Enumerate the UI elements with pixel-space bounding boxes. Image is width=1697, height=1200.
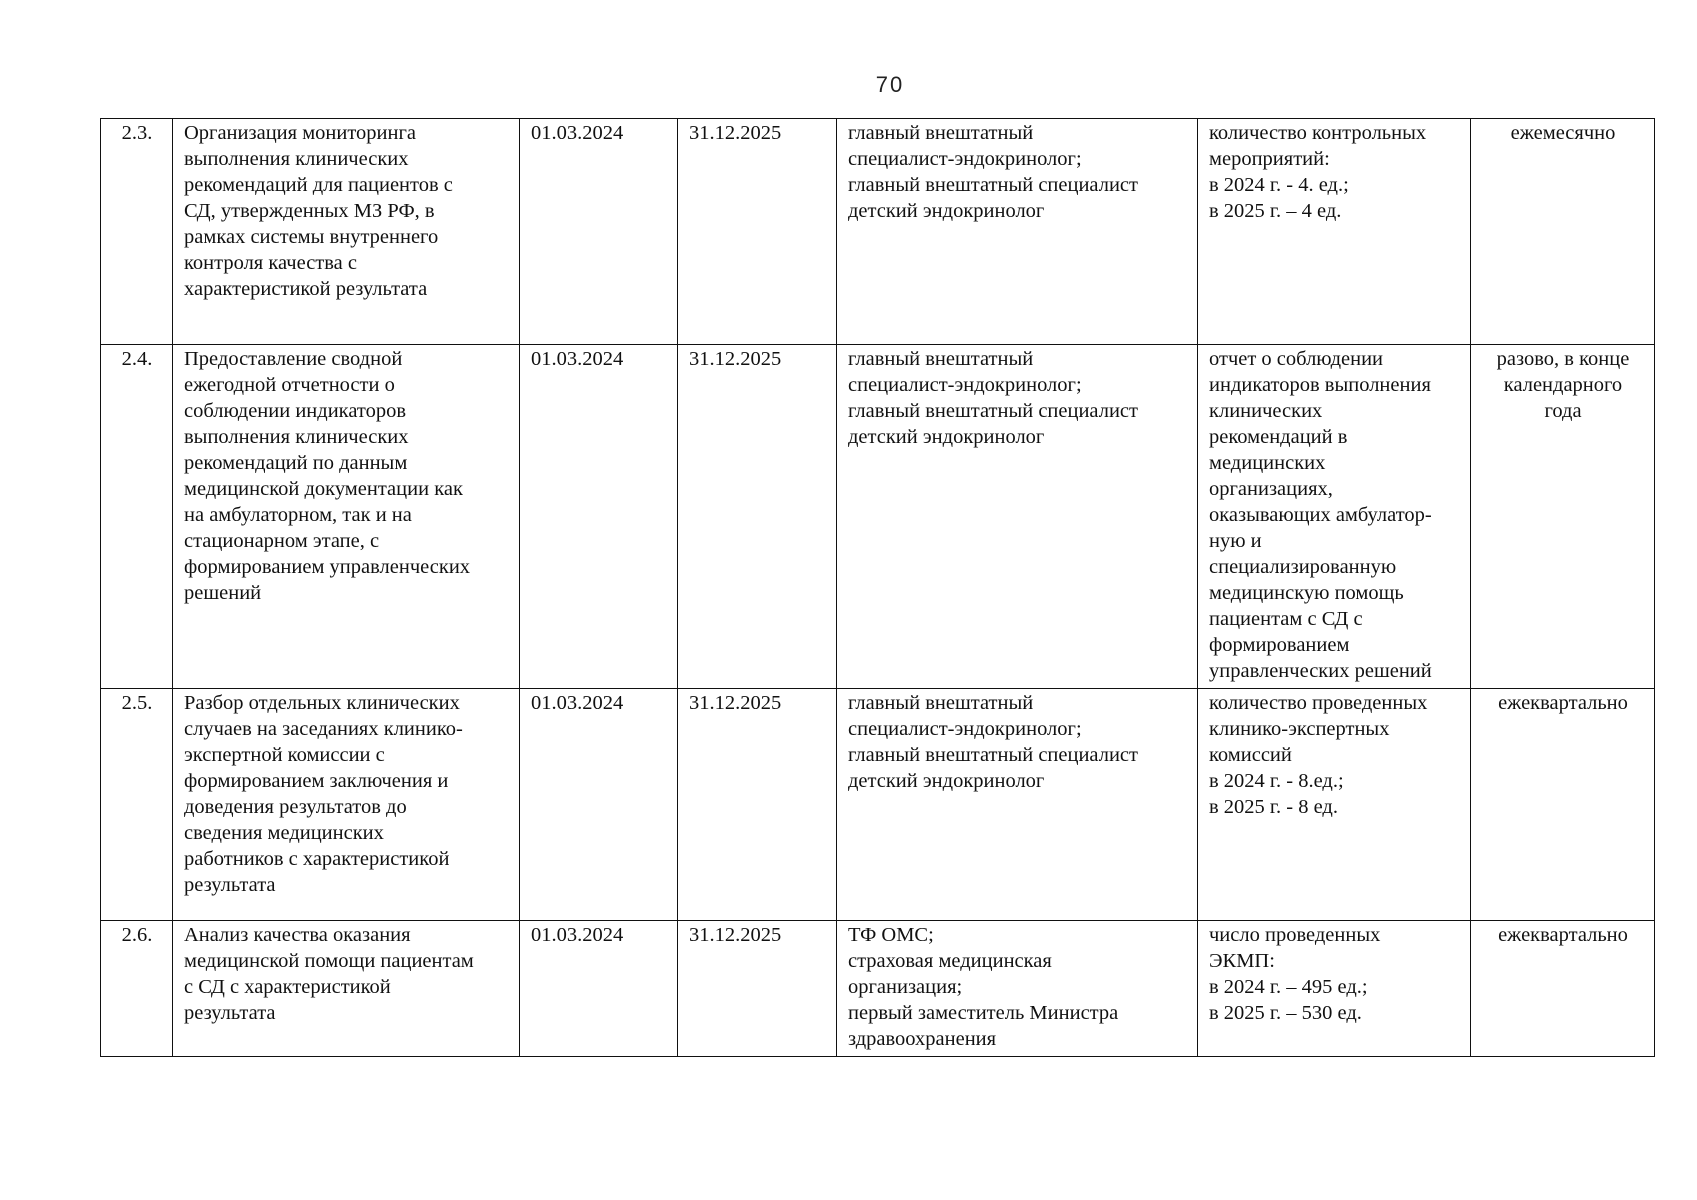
cell-line: в 2025 г. – 4 ед. bbox=[1209, 200, 1342, 222]
table-row bbox=[101, 345, 1655, 689]
cell-line: клинико-экспертных bbox=[1209, 718, 1390, 740]
start-date-cell: 01.03.2024 bbox=[520, 119, 678, 345]
cell-line: клинических bbox=[1209, 400, 1323, 422]
cell-line: организация; bbox=[848, 976, 963, 998]
cell-line: медицинских bbox=[1209, 452, 1326, 474]
responsible-cell bbox=[837, 345, 1198, 689]
cell-line: в 2024 г. – 495 ед.; bbox=[1209, 976, 1368, 998]
cell-line: года bbox=[1544, 400, 1582, 422]
table-row bbox=[101, 689, 1655, 921]
table-row bbox=[101, 921, 1655, 1057]
cell-line: в 2025 г. - 8 ед. bbox=[1209, 796, 1338, 818]
periodicity-cell bbox=[1471, 689, 1655, 921]
cell-line: специалист-эндокринолог; bbox=[848, 718, 1082, 740]
cell-line: СД, утвержденных МЗ РФ, в bbox=[184, 200, 435, 222]
cell-line: результата bbox=[184, 1002, 276, 1024]
cell-line: ежегодной отчетности о bbox=[184, 374, 395, 396]
cell-line: специалист-эндокринолог; bbox=[848, 148, 1082, 170]
row-number-cell: 2.3. bbox=[101, 119, 173, 345]
result-cell bbox=[1198, 921, 1471, 1057]
cell-line: экспертной комиссии с bbox=[184, 744, 385, 766]
cell-line: контроля качества с bbox=[184, 252, 357, 274]
cell-line: в 2024 г. - 8.ед.; bbox=[1209, 770, 1344, 792]
cell-line: количество проведенных bbox=[1209, 692, 1428, 714]
cell-line: случаев на заседаниях клинико- bbox=[184, 718, 463, 740]
cell-line: Разбор отдельных клинических bbox=[184, 692, 460, 714]
cell-line: детский эндокринолог bbox=[848, 200, 1045, 222]
cell-line: в 2025 г. – 530 ед. bbox=[1209, 1002, 1362, 1024]
table-body bbox=[101, 119, 1655, 1057]
cell-line: выполнения клинических bbox=[184, 426, 409, 448]
page-number: 70 bbox=[875, 72, 905, 97]
action-plan-table bbox=[100, 118, 1655, 1057]
cell-line: доведения результатов до bbox=[184, 796, 407, 818]
cell-line: разово, в конце bbox=[1496, 348, 1630, 370]
cell-line: Предоставление сводной bbox=[184, 348, 403, 370]
cell-line: страховая медицинская bbox=[848, 950, 1052, 972]
cell-line: с СД с характеристикой bbox=[184, 976, 391, 998]
cell-line: главный внештатный специалист bbox=[848, 400, 1138, 422]
cell-line: главный внештатный специалист bbox=[848, 174, 1138, 196]
cell-line: детский эндокринолог bbox=[848, 770, 1045, 792]
result-cell bbox=[1198, 345, 1471, 689]
result-cell bbox=[1198, 689, 1471, 921]
cell-line: рекомендаций для пациентов с bbox=[184, 174, 453, 196]
row-number-cell: 2.6. bbox=[101, 921, 173, 1057]
cell-line: здравоохранения bbox=[848, 1028, 997, 1050]
cell-line: формированием заключения и bbox=[184, 770, 449, 792]
cell-line: число проведенных bbox=[1209, 924, 1381, 946]
cell-line: оказывающих амбулатор- bbox=[1209, 504, 1432, 526]
cell-line: медицинскую помощь bbox=[1209, 582, 1404, 604]
cell-line: формированием управленческих bbox=[184, 556, 471, 578]
cell-line: медицинской документации как bbox=[184, 478, 463, 500]
cell-line: главный внештатный bbox=[848, 348, 1034, 370]
cell-line: количество контрольных bbox=[1209, 122, 1427, 144]
cell-line: на амбулаторном, так и на bbox=[184, 504, 412, 526]
cell-line: Организация мониторинга bbox=[184, 122, 416, 144]
cell-line: выполнения клинических bbox=[184, 148, 409, 170]
activity-cell bbox=[173, 689, 520, 921]
cell-line: ежемесячно bbox=[1510, 122, 1616, 144]
start-date-cell: 01.03.2024 bbox=[520, 921, 678, 1057]
activity-cell bbox=[173, 119, 520, 345]
activity-cell bbox=[173, 345, 520, 689]
cell-line: специалист-эндокринолог; bbox=[848, 374, 1082, 396]
cell-line: ежеквартально bbox=[1498, 924, 1628, 946]
cell-line: ежеквартально bbox=[1498, 692, 1628, 714]
responsible-cell bbox=[837, 119, 1198, 345]
end-date-cell: 31.12.2025 bbox=[678, 119, 837, 345]
responsible-cell bbox=[837, 689, 1198, 921]
end-date-cell: 31.12.2025 bbox=[678, 921, 837, 1057]
cell-line: стационарном этапе, с bbox=[184, 530, 380, 552]
cell-line: ную и bbox=[1209, 530, 1262, 552]
cell-line: медицинской помощи пациентам bbox=[184, 950, 474, 972]
cell-line: организациях, bbox=[1209, 478, 1333, 500]
responsible-cell bbox=[837, 921, 1198, 1057]
cell-line: соблюдении индикаторов bbox=[184, 400, 407, 422]
cell-line: в 2024 г. - 4. ед.; bbox=[1209, 174, 1349, 196]
cell-line: рекомендаций в bbox=[1209, 426, 1348, 448]
periodicity-cell bbox=[1471, 921, 1655, 1057]
start-date-cell: 01.03.2024 bbox=[520, 689, 678, 921]
cell-line: специализированную bbox=[1209, 556, 1397, 578]
periodicity-cell bbox=[1471, 119, 1655, 345]
row-number-cell: 2.4. bbox=[101, 345, 173, 689]
cell-line: пациентам с СД с bbox=[1209, 608, 1363, 630]
cell-line: формированием bbox=[1209, 634, 1350, 656]
result-cell bbox=[1198, 119, 1471, 345]
cell-line: главный внештатный bbox=[848, 122, 1034, 144]
cell-line: результата bbox=[184, 874, 276, 896]
cell-line: отчет о соблюдении bbox=[1209, 348, 1384, 370]
row-number-cell: 2.5. bbox=[101, 689, 173, 921]
cell-line: календарного bbox=[1503, 374, 1623, 396]
end-date-cell: 31.12.2025 bbox=[678, 345, 837, 689]
cell-line: работников с характеристикой bbox=[184, 848, 450, 870]
end-date-cell: 31.12.2025 bbox=[678, 689, 837, 921]
cell-line: главный внештатный bbox=[848, 692, 1034, 714]
start-date-cell: 01.03.2024 bbox=[520, 345, 678, 689]
cell-line: решений bbox=[184, 582, 262, 604]
cell-line: рекомендаций по данным bbox=[184, 452, 408, 474]
cell-line: детский эндокринолог bbox=[848, 426, 1045, 448]
cell-line: рамках системы внутреннего bbox=[184, 226, 439, 248]
cell-line: ТФ ОМС; bbox=[848, 924, 934, 946]
activity-cell bbox=[173, 921, 520, 1057]
cell-line: сведения медицинских bbox=[184, 822, 384, 844]
periodicity-cell bbox=[1471, 345, 1655, 689]
cell-line: комиссий bbox=[1209, 744, 1292, 766]
cell-line: мероприятий: bbox=[1209, 148, 1330, 170]
cell-line: индикаторов выполнения bbox=[1209, 374, 1431, 396]
cell-line: ЭКМП: bbox=[1209, 950, 1275, 972]
cell-line: характеристикой результата bbox=[184, 278, 428, 300]
cell-line: управленческих решений bbox=[1209, 660, 1432, 682]
cell-line: первый заместитель Министра bbox=[848, 1002, 1119, 1024]
table-row bbox=[101, 119, 1655, 345]
cell-line: Анализ качества оказания bbox=[184, 924, 411, 946]
cell-line: главный внештатный специалист bbox=[848, 744, 1138, 766]
